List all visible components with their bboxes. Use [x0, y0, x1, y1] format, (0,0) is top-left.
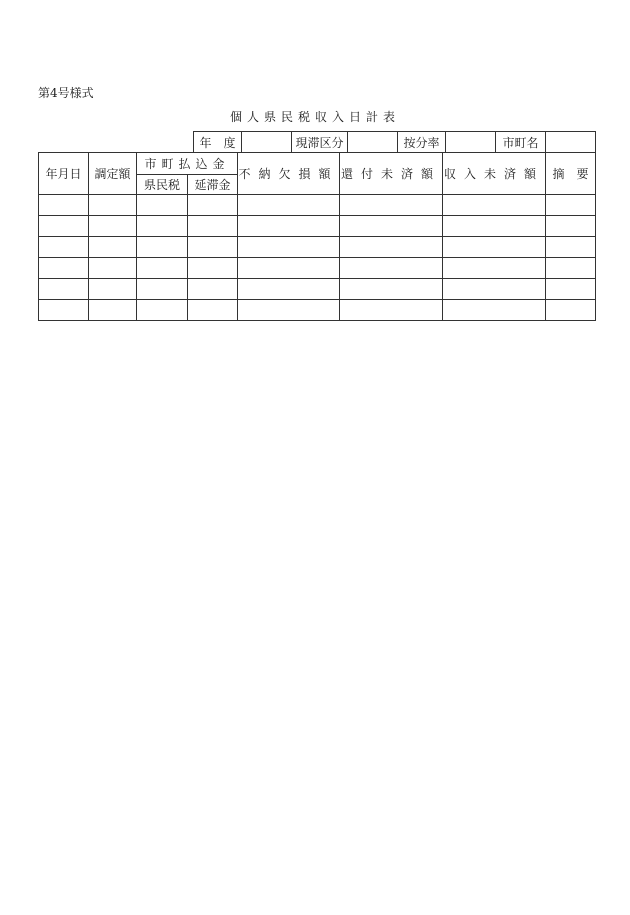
table-cell[interactable]: [546, 258, 596, 279]
table-cell[interactable]: [89, 216, 137, 237]
table-cell[interactable]: [89, 300, 137, 321]
table-cell[interactable]: [137, 258, 188, 279]
table-cell[interactable]: [443, 258, 546, 279]
col-unpaid-loss: 不納欠損額: [238, 153, 340, 195]
col-delinquency-fee: 延滞金: [188, 175, 238, 195]
table-cell[interactable]: [238, 300, 340, 321]
table-cell[interactable]: [238, 258, 340, 279]
table-cell[interactable]: [89, 258, 137, 279]
col-prefectural-tax: 県民税: [137, 175, 188, 195]
ratio-field[interactable]: [446, 132, 496, 153]
table-cell[interactable]: [137, 195, 188, 216]
table-cell[interactable]: [340, 258, 443, 279]
city-label: 市町名: [496, 132, 546, 153]
page-title: 個人県民税収入日計表: [229, 110, 400, 124]
table-cell[interactable]: [188, 195, 238, 216]
table-cell[interactable]: [546, 300, 596, 321]
table-cell[interactable]: [238, 237, 340, 258]
table-cell[interactable]: [137, 279, 188, 300]
table-cell[interactable]: [443, 195, 546, 216]
table-cell[interactable]: [188, 216, 238, 237]
table-cell[interactable]: [188, 258, 238, 279]
table-cell[interactable]: [340, 216, 443, 237]
table-cell[interactable]: [546, 216, 596, 237]
year-label: 年 度: [194, 132, 242, 153]
table-row: [39, 300, 596, 321]
table-row: [39, 237, 596, 258]
table-cell[interactable]: [546, 279, 596, 300]
col-municipal-payment: 市町払込金: [137, 153, 238, 175]
table-cell[interactable]: [443, 216, 546, 237]
table-cell[interactable]: [89, 237, 137, 258]
table-cell[interactable]: [340, 237, 443, 258]
table-cell[interactable]: [340, 279, 443, 300]
table-cell[interactable]: [238, 279, 340, 300]
city-field[interactable]: [546, 132, 596, 153]
table-cell[interactable]: [238, 195, 340, 216]
table-cell[interactable]: [340, 195, 443, 216]
table-cell[interactable]: [238, 216, 340, 237]
ratio-label: 按分率: [398, 132, 446, 153]
col-date: 年月日: [39, 153, 89, 195]
col-refund-pending: 還付未済額: [340, 153, 443, 195]
table-cell[interactable]: [188, 300, 238, 321]
col-assessed: 調定額: [89, 153, 137, 195]
table-cell[interactable]: [443, 237, 546, 258]
table-cell[interactable]: [546, 195, 596, 216]
category-label: 現滞区分: [292, 132, 348, 153]
table-row: [39, 279, 596, 300]
table-cell[interactable]: [39, 279, 89, 300]
table-cell[interactable]: [137, 216, 188, 237]
table-cell[interactable]: [137, 300, 188, 321]
table-cell[interactable]: [39, 237, 89, 258]
table-cell[interactable]: [39, 300, 89, 321]
table-cell[interactable]: [443, 300, 546, 321]
table-row: [39, 216, 596, 237]
table-cell[interactable]: [188, 237, 238, 258]
year-field[interactable]: [242, 132, 292, 153]
table-cell[interactable]: [89, 195, 137, 216]
table-cell[interactable]: [188, 279, 238, 300]
header-info-table: [193, 131, 596, 153]
table-row: [39, 195, 596, 216]
table-cell[interactable]: [137, 237, 188, 258]
table-cell[interactable]: [39, 216, 89, 237]
table-cell[interactable]: [546, 237, 596, 258]
table-row: [39, 258, 596, 279]
col-remarks: 摘 要: [546, 153, 596, 195]
table-cell[interactable]: [39, 195, 89, 216]
table-cell[interactable]: [443, 279, 546, 300]
category-field[interactable]: [348, 132, 398, 153]
table-cell[interactable]: [340, 300, 443, 321]
table-cell[interactable]: [89, 279, 137, 300]
daily-income-table: [38, 152, 596, 321]
form-number: 第4号様式: [38, 86, 94, 100]
col-income-pending: 収入未済額: [443, 153, 546, 195]
table-cell[interactable]: [39, 258, 89, 279]
